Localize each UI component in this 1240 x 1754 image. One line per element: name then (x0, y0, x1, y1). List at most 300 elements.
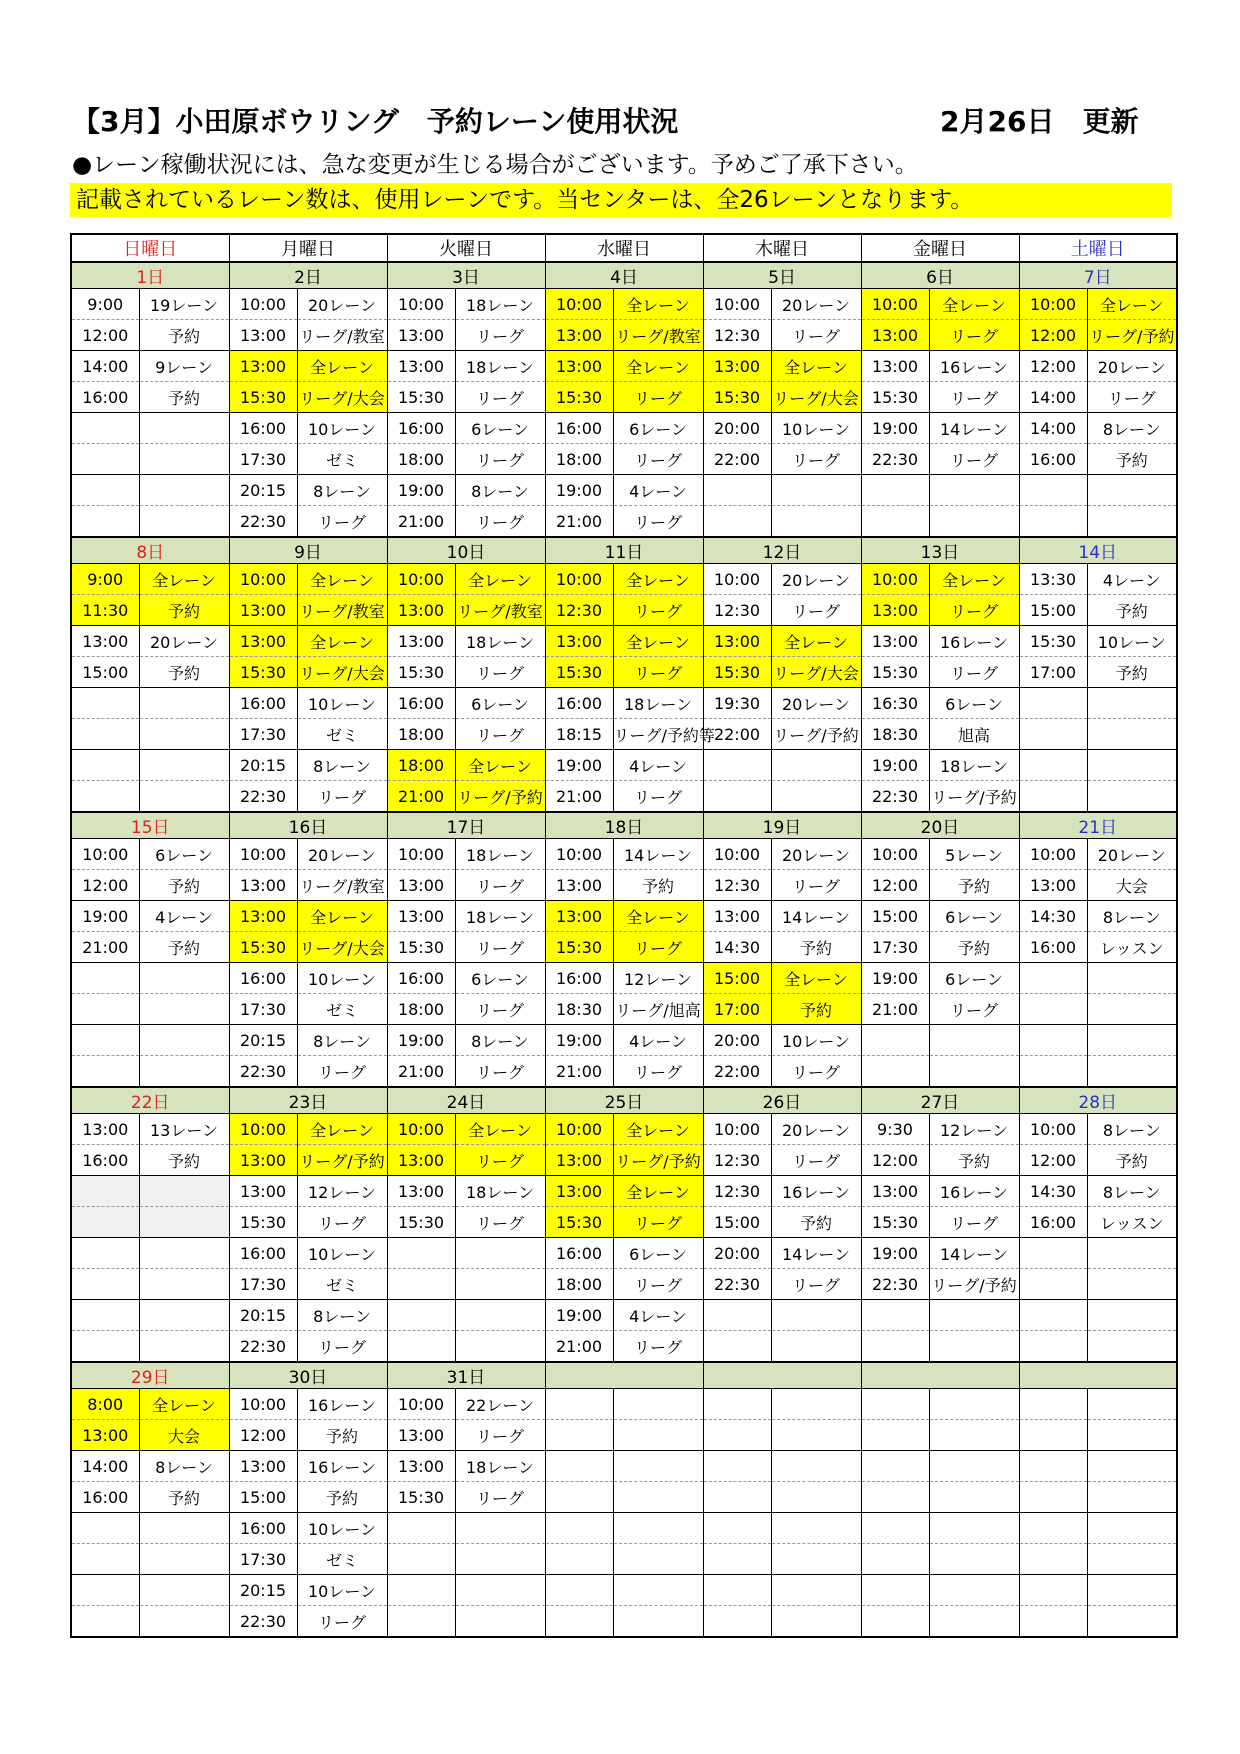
slot-start-time: 14:30 (1019, 901, 1087, 932)
slot-start-time (545, 1575, 613, 1606)
slot-usage (771, 1420, 861, 1451)
slot-end-time (703, 1420, 771, 1451)
slot-usage: リーグ/旭高 (613, 994, 703, 1025)
slot-usage (455, 1269, 545, 1300)
slot-start-time (703, 1575, 771, 1606)
slot-lanes: 13レーン (139, 1114, 229, 1145)
slot-row-start (71, 1575, 1177, 1606)
title-row (72, 100, 1172, 140)
slot-end-time (703, 1606, 771, 1638)
slot-start-time: 10:00 (861, 289, 929, 320)
slot-usage: 予約 (139, 595, 229, 626)
slot-row-start (71, 1389, 1177, 1420)
slot-start-time (71, 1300, 139, 1331)
slot-usage: リーグ (455, 1420, 545, 1451)
slot-usage: リーグ (613, 1207, 703, 1238)
slot-end-time: 15:30 (387, 932, 455, 963)
slot-row-end (71, 781, 1177, 813)
slot-usage: ゼミ (297, 1544, 387, 1575)
weekday-header: 月曜日 (229, 234, 387, 262)
slot-lanes (613, 1513, 703, 1544)
slot-end-time: 22:00 (703, 1056, 771, 1088)
slot-start-time: 10:00 (387, 839, 455, 870)
slot-usage: リーグ (455, 506, 545, 538)
slot-start-time: 18:00 (387, 750, 455, 781)
slot-start-time: 12:00 (1019, 351, 1087, 382)
slot-lanes: 12レーン (929, 1114, 1019, 1145)
slot-lanes: 6レーン (613, 413, 703, 444)
slot-start-time (387, 1238, 455, 1269)
slot-end-time (71, 1606, 139, 1638)
slot-end-time (545, 1482, 613, 1513)
slot-start-time: 20:00 (703, 1025, 771, 1056)
slot-end-time (1019, 1056, 1087, 1088)
slot-end-time: 17:30 (861, 932, 929, 963)
date-label: 4日 (545, 262, 703, 289)
date-label: 11日 (545, 537, 703, 564)
slot-end-time: 22:30 (229, 1056, 297, 1088)
slot-usage: リーグ (771, 870, 861, 901)
slot-end-time: 15:30 (861, 382, 929, 413)
slot-start-time: 13:00 (229, 1176, 297, 1207)
slot-end-time: 21:00 (387, 781, 455, 813)
slot-usage: リーグ (771, 1269, 861, 1300)
slot-row-end (71, 657, 1177, 688)
slot-lanes: 14レーン (771, 1238, 861, 1269)
slot-lanes (929, 475, 1019, 506)
slot-lanes: 全レーン (771, 626, 861, 657)
slot-usage: リーグ/教室 (613, 320, 703, 351)
slot-row-start (71, 1176, 1177, 1207)
slot-end-time (861, 1056, 929, 1088)
page-title: 【3月】小田原ボウリング 予約レーン使用状況 (72, 105, 679, 138)
date-label: 7日 (1019, 262, 1177, 289)
slot-lanes: 16レーン (929, 626, 1019, 657)
slot-lanes (1087, 475, 1177, 506)
slot-start-time: 14:00 (1019, 413, 1087, 444)
slot-usage (1087, 1056, 1177, 1088)
slot-start-time (71, 1238, 139, 1269)
slot-start-time (71, 963, 139, 994)
slot-row-start (71, 564, 1177, 595)
slot-usage: リーグ (613, 595, 703, 626)
date-label (703, 1362, 861, 1389)
slot-usage: 予約 (1087, 1145, 1177, 1176)
slot-end-time: 18:00 (387, 719, 455, 750)
slot-lanes: 全レーン (297, 626, 387, 657)
slot-end-time: 14:00 (1019, 382, 1087, 413)
slot-end-time: 13:00 (229, 595, 297, 626)
slot-end-time (71, 1544, 139, 1575)
slot-lanes (1087, 1025, 1177, 1056)
slot-usage: リーグ (455, 1207, 545, 1238)
slot-lanes: 4レーン (139, 901, 229, 932)
slot-end-time: 22:30 (229, 506, 297, 538)
slot-lanes: 全レーン (297, 564, 387, 595)
slot-row-start (71, 289, 1177, 320)
slot-end-time (71, 1207, 139, 1238)
date-label: 8日 (71, 537, 229, 564)
slot-lanes: 全レーン (455, 564, 545, 595)
slot-lanes: 10レーン (297, 963, 387, 994)
slot-usage: 予約 (929, 870, 1019, 901)
slot-lanes (455, 1513, 545, 1544)
slot-lanes: 20レーン (771, 564, 861, 595)
slot-end-time: 21:00 (387, 1056, 455, 1088)
slot-start-time (387, 1513, 455, 1544)
slot-usage: リーグ (613, 382, 703, 413)
slot-usage: リーグ/予約 (929, 1269, 1019, 1300)
slot-start-time: 10:00 (703, 839, 771, 870)
slot-usage (929, 1056, 1019, 1088)
slot-end-time: 22:30 (703, 1269, 771, 1300)
slot-end-time: 15:30 (703, 657, 771, 688)
slot-usage: リーグ/大会 (771, 657, 861, 688)
date-label: 16日 (229, 812, 387, 839)
slot-usage: 予約 (929, 932, 1019, 963)
slot-usage: 予約 (771, 994, 861, 1025)
slot-usage: リーグ/予約 (771, 719, 861, 750)
slot-end-time: 22:00 (703, 719, 771, 750)
slot-start-time: 13:00 (387, 901, 455, 932)
reservation-calendar (70, 233, 1178, 1638)
slot-lanes (929, 1575, 1019, 1606)
slot-start-time: 15:00 (703, 963, 771, 994)
slot-start-time (71, 1513, 139, 1544)
slot-usage: ゼミ (297, 444, 387, 475)
slot-row-start (71, 1114, 1177, 1145)
slot-end-time: 15:30 (545, 932, 613, 963)
slot-start-time: 10:00 (387, 564, 455, 595)
slot-lanes: 全レーン (139, 1389, 229, 1420)
slot-start-time: 10:00 (545, 289, 613, 320)
slot-usage (771, 1544, 861, 1575)
slot-usage (139, 994, 229, 1025)
date-label: 23日 (229, 1087, 387, 1114)
slot-end-time: 18:00 (545, 1269, 613, 1300)
slot-usage (139, 444, 229, 475)
slot-end-time: 15:30 (545, 657, 613, 688)
slot-lanes: 6レーン (139, 839, 229, 870)
slot-end-time: 13:00 (229, 1145, 297, 1176)
slot-lanes: 10レーン (297, 413, 387, 444)
slot-lanes: 18レーン (455, 839, 545, 870)
slot-start-time: 10:00 (229, 564, 297, 595)
slot-end-time: 13:00 (229, 870, 297, 901)
slot-usage: リーグ (613, 506, 703, 538)
slot-usage (1087, 1331, 1177, 1363)
slot-start-time: 13:00 (703, 626, 771, 657)
slot-end-time: 18:15 (545, 719, 613, 750)
slot-row-end (71, 595, 1177, 626)
slot-usage (1087, 781, 1177, 813)
slot-end-time: 16:00 (1019, 444, 1087, 475)
slot-usage: リーグ (455, 1056, 545, 1088)
slot-end-time (1019, 506, 1087, 538)
slot-usage: リーグ (455, 1145, 545, 1176)
slot-end-time: 16:00 (1019, 1207, 1087, 1238)
slot-lanes: 18レーン (455, 1176, 545, 1207)
slot-lanes (771, 1300, 861, 1331)
slot-end-time: 15:00 (71, 657, 139, 688)
slot-usage (1087, 1420, 1177, 1451)
slot-usage: 予約 (139, 382, 229, 413)
slot-end-time: 21:00 (545, 1331, 613, 1363)
slot-lanes: 18レーン (455, 1451, 545, 1482)
slot-row-end (71, 1606, 1177, 1638)
slot-lanes: 全レーン (297, 901, 387, 932)
slot-end-time: 15:30 (861, 657, 929, 688)
slot-start-time: 19:00 (861, 413, 929, 444)
slot-start-time: 19:00 (387, 475, 455, 506)
slot-lanes: 6レーン (929, 688, 1019, 719)
slot-lanes (771, 1451, 861, 1482)
slot-usage (771, 1482, 861, 1513)
slot-start-time: 9:00 (71, 564, 139, 595)
slot-lanes: 6レーン (455, 963, 545, 994)
slot-lanes (139, 688, 229, 719)
slot-lanes: 4レーン (613, 475, 703, 506)
date-header-row (71, 537, 1177, 564)
slot-end-time: 22:00 (703, 444, 771, 475)
slot-end-time: 13:00 (71, 1420, 139, 1451)
slot-lanes: 18レーン (455, 289, 545, 320)
slot-start-time: 10:00 (703, 289, 771, 320)
date-label: 26日 (703, 1087, 861, 1114)
date-label: 9日 (229, 537, 387, 564)
slot-lanes (771, 750, 861, 781)
slot-end-time: 15:30 (229, 657, 297, 688)
weekday-header-row (71, 234, 1177, 262)
slot-row-end (71, 382, 1177, 413)
slot-row-start (71, 1238, 1177, 1269)
slot-lanes: 19レーン (139, 289, 229, 320)
slot-row-start (71, 475, 1177, 506)
slot-usage (1087, 1544, 1177, 1575)
date-label (545, 1362, 703, 1389)
slot-end-time: 13:00 (387, 320, 455, 351)
slot-lanes: 8レーン (1087, 901, 1177, 932)
slot-usage (613, 1606, 703, 1638)
slot-usage (139, 1606, 229, 1638)
slot-end-time: 21:00 (71, 932, 139, 963)
slot-start-time: 10:00 (703, 1114, 771, 1145)
slot-usage: リーグ/教室 (297, 595, 387, 626)
slot-lanes (1087, 1513, 1177, 1544)
slot-lanes: 8レーン (455, 1025, 545, 1056)
slot-lanes (1087, 1238, 1177, 1269)
slot-lanes: 8レーン (1087, 1114, 1177, 1145)
slot-start-time: 14:30 (1019, 1176, 1087, 1207)
slot-start-time: 19:00 (545, 750, 613, 781)
slot-usage: リーグ (771, 444, 861, 475)
slot-usage (613, 1420, 703, 1451)
slot-start-time: 10:00 (545, 564, 613, 595)
slot-lanes (1087, 1575, 1177, 1606)
slot-end-time (703, 1331, 771, 1363)
slot-lanes: 8レーン (455, 475, 545, 506)
slot-lanes: 18レーン (455, 626, 545, 657)
slot-row-start (71, 839, 1177, 870)
slot-lanes (139, 1025, 229, 1056)
slot-usage: リーグ (297, 1207, 387, 1238)
slot-start-time: 20:00 (703, 1238, 771, 1269)
slot-lanes: 10レーン (297, 1513, 387, 1544)
slot-start-time: 13:00 (861, 1176, 929, 1207)
slot-row-end (71, 994, 1177, 1025)
slot-usage: リーグ/大会 (297, 932, 387, 963)
slot-end-time (1019, 1482, 1087, 1513)
slot-lanes: 全レーン (613, 1114, 703, 1145)
slot-usage: リーグ (929, 595, 1019, 626)
slot-end-time (703, 781, 771, 813)
slot-usage (929, 506, 1019, 538)
slot-lanes (455, 1575, 545, 1606)
slot-lanes: 20レーン (139, 626, 229, 657)
date-label: 13日 (861, 537, 1019, 564)
slot-end-time: 16:00 (1019, 932, 1087, 963)
slot-usage: リーグ (929, 1207, 1019, 1238)
weekday-header: 日曜日 (71, 234, 229, 262)
slot-lanes: 8レーン (297, 475, 387, 506)
slot-end-time: 12:30 (703, 870, 771, 901)
slot-usage (1087, 506, 1177, 538)
slot-start-time: 10:00 (229, 839, 297, 870)
slot-end-time (71, 994, 139, 1025)
slot-end-time: 12:00 (861, 870, 929, 901)
slot-start-time (71, 475, 139, 506)
slot-lanes: 20レーン (297, 289, 387, 320)
slot-row-start (71, 1025, 1177, 1056)
slot-start-time: 19:00 (545, 475, 613, 506)
slot-start-time (1019, 963, 1087, 994)
slot-start-time: 13:00 (387, 626, 455, 657)
date-label: 10日 (387, 537, 545, 564)
slot-row-end (71, 320, 1177, 351)
slot-end-time: 16:00 (71, 382, 139, 413)
slot-start-time: 9:00 (71, 289, 139, 320)
slot-start-time (861, 1575, 929, 1606)
slot-start-time: 13:00 (229, 901, 297, 932)
slot-usage: リーグ/教室 (297, 320, 387, 351)
slot-usage: リーグ/予約 (613, 1145, 703, 1176)
slot-lanes (929, 1025, 1019, 1056)
slot-lanes (1087, 1300, 1177, 1331)
slot-lanes: 18レーン (455, 351, 545, 382)
slot-usage (929, 1331, 1019, 1363)
slot-start-time: 19:30 (703, 688, 771, 719)
date-label: 1日 (71, 262, 229, 289)
slot-end-time: 13:00 (387, 870, 455, 901)
slot-end-time (861, 506, 929, 538)
slot-end-time: 12:00 (1019, 1145, 1087, 1176)
slot-row-end (71, 444, 1177, 475)
date-label (1019, 1362, 1177, 1389)
slot-usage: リーグ (1087, 382, 1177, 413)
slot-start-time: 10:00 (387, 1114, 455, 1145)
slot-start-time: 13:00 (71, 1114, 139, 1145)
slot-start-time: 13:00 (387, 1176, 455, 1207)
slot-end-time: 15:30 (387, 382, 455, 413)
slot-end-time: 21:00 (545, 781, 613, 813)
slot-start-time (1019, 475, 1087, 506)
slot-lanes: 全レーン (929, 564, 1019, 595)
date-label: 15日 (71, 812, 229, 839)
slot-usage: リーグ/大会 (771, 382, 861, 413)
slot-row-end (71, 1420, 1177, 1451)
slot-lanes: 8レーン (1087, 1176, 1177, 1207)
slot-usage: 予約 (771, 932, 861, 963)
slot-start-time: 10:00 (387, 1389, 455, 1420)
slot-usage: レッスン (1087, 932, 1177, 963)
slot-lanes: 9レーン (139, 351, 229, 382)
slot-lanes: 12レーン (613, 963, 703, 994)
slot-end-time: 15:30 (545, 382, 613, 413)
slot-end-time (1019, 1544, 1087, 1575)
slot-start-time: 19:00 (545, 1300, 613, 1331)
slot-lanes: 10レーン (1087, 626, 1177, 657)
slot-end-time: 15:30 (387, 1207, 455, 1238)
slot-usage (139, 1056, 229, 1088)
slot-start-time: 13:00 (703, 901, 771, 932)
slot-start-time: 13:00 (861, 626, 929, 657)
slot-end-time: 15:30 (703, 382, 771, 413)
slot-start-time (703, 1389, 771, 1420)
slot-usage (1087, 719, 1177, 750)
slot-start-time: 13:00 (545, 626, 613, 657)
slot-usage: 予約 (139, 1145, 229, 1176)
slot-usage (771, 1606, 861, 1638)
date-label: 31日 (387, 1362, 545, 1389)
slot-end-time: 12:00 (861, 1145, 929, 1176)
slot-usage: 予約 (771, 1207, 861, 1238)
slot-end-time: 13:00 (545, 1145, 613, 1176)
slot-end-time: 22:30 (861, 781, 929, 813)
slot-lanes: 6レーン (613, 1238, 703, 1269)
slot-end-time: 15:30 (387, 657, 455, 688)
slot-end-time (1019, 994, 1087, 1025)
updated-date: 2月26日 更新 (940, 105, 1139, 138)
slot-start-time: 16:00 (545, 1238, 613, 1269)
slot-end-time: 16:00 (71, 1482, 139, 1513)
slot-usage (1087, 1606, 1177, 1638)
slot-usage (613, 1544, 703, 1575)
slot-lanes: 全レーン (771, 963, 861, 994)
slot-usage: リーグ (771, 1145, 861, 1176)
slot-usage (139, 1207, 229, 1238)
slot-lanes: 全レーン (297, 351, 387, 382)
slot-lanes (139, 1513, 229, 1544)
slot-usage: リーグ (297, 1056, 387, 1088)
slot-start-time (703, 750, 771, 781)
slot-lanes (139, 1176, 229, 1207)
slot-start-time: 10:00 (703, 564, 771, 595)
slot-end-time (387, 1606, 455, 1638)
slot-end-time: 16:00 (71, 1145, 139, 1176)
slot-lanes: 6レーン (929, 901, 1019, 932)
slot-start-time (387, 1575, 455, 1606)
slot-usage: リーグ (771, 595, 861, 626)
slot-end-time: 22:30 (229, 1606, 297, 1638)
calendar-body (71, 234, 1177, 1637)
slot-end-time (71, 719, 139, 750)
slot-end-time: 18:30 (545, 994, 613, 1025)
slot-lanes (613, 1389, 703, 1420)
slot-end-time: 17:30 (229, 1544, 297, 1575)
slot-usage: リーグ/教室 (455, 595, 545, 626)
slot-end-time: 17:30 (229, 719, 297, 750)
slot-usage: リーグ (929, 382, 1019, 413)
